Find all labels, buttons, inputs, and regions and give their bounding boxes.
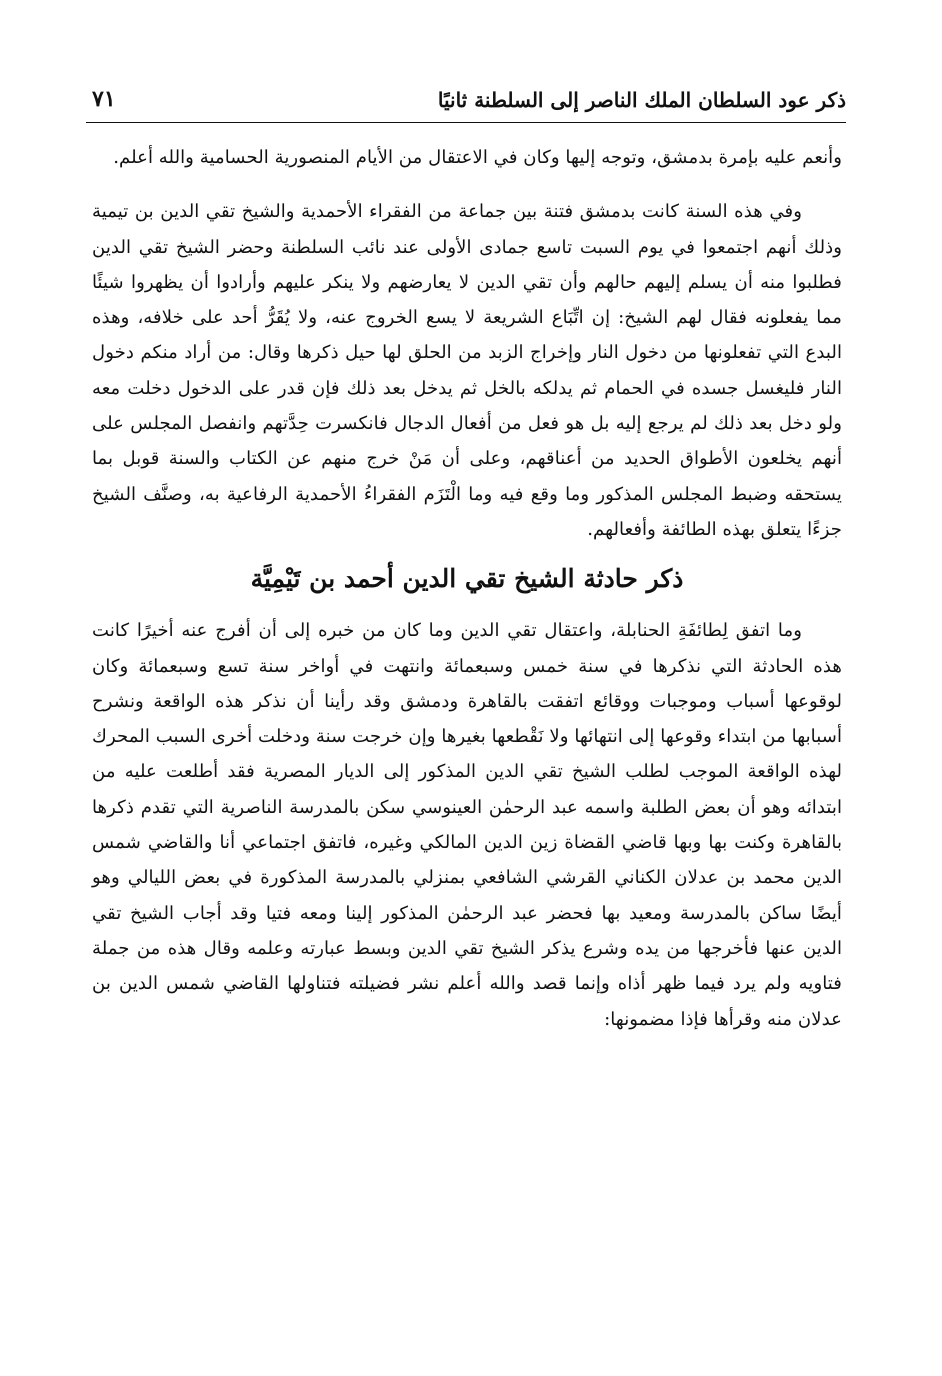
paragraph-1: وأنعم عليه بإمرة بدمشق، وتوجه إليها وكان في الاعتقال من الأيام المنصورية الحسامية والله أعلم. bbox=[113, 147, 842, 168]
section-heading: ذكر حادثة الشيخ تقي الدين أحمد بن تَيْمِيَّة bbox=[250, 564, 684, 594]
page-number: ٧١ bbox=[92, 86, 116, 112]
running-header bbox=[86, 82, 846, 123]
paragraph-3: وما اتفق لِطائفَةِ الحنابلة، واعتقال تقي الدين وما كان من خبره إلى أن أفرج عنه أخيرًا كانت هذه الحادثة التي نذكرها في سنة خمس وسبعمائة وانتهت في أواخر سنة تسع وسبعمائة وكان لوقوعها أسباب وموجبات ووقائع اتفقت بالقاهرة ودمشق وقد رأينا أن نذكر هذه الواقعة ونشرح أسبابها من ابتداء وقوعها إلى انتهائها ولا نَقْطعها بغيرها وإن خرجت سنة ودخلت أخرى السبب المحرك لهذه الواقعة الموجب لطلب الشيخ تقي الدين المذكور إلى الديار المصرية فقد أطلعت عليه من ابتدائه وهو أن بعض الطلبة واسمه عبد الرحمٰن العينوسي سكن بالمدرسة الناصرية التي تقدم ذكرها بالقاهرة وكنت بها وبها قاضي القضاة زين الدين المالكي وغيره، فاتفق اجتماعي أنا والقاضي شمس الدين محمد بن عدلان الكناني القرشي الشافعي بمنزلي بالمدرسة المذكورة في بعض الليالي وهو أيضًا ساكن بالمدرسة ومعيد بها فحضر عبد الرحمٰن المذكور إلينا ومعه فتيا وقد أجاب الشيخ تقي الدين عنها فأخرجها من يده وشرع يذكر الشيخ تقي الدين وبسط عبارته وعلمه وقال هذه من جملة فتاويه ولم يرد فيما ظهر أذاه وإنما قصد والله أعلم نشر فضيلته فتناولها القاضي شمس الدين بن عدلان منه وقرأها فإذا مضمونها: bbox=[92, 620, 842, 1030]
running-title: ذكر عود السلطان الملك الناصر إلى السلطنة ثانيًا bbox=[437, 88, 846, 112]
paragraph-2: وفي هذه السنة كانت بدمشق فتنة بين جماعة من الفقراء الأحمدية والشيخ تقي الدين بن تيمية وذلك أنهم اجتمعوا في يوم السبت تاسع جمادى الأولى عند نائب السلطنة وحضر الشيخ تقي الدين فطلبوا منه أن يسلم إليهم حالهم وأن تقي الدين لا يعارضهم ولا ينكر عليهم وأرادوا أن يظهروا شيئًا مما يفعلونه فقال لهم الشيخ: إن اتِّبَاع الشريعة لا يسع الخروج عنه، ولا يُقَرُّ أحد على خلافه، وهذه البدع التي تفعلونها من دخول النار وإخراج الزبد من الحلق لها حيل ذكرها وقال: من أراد منكم دخول النار فليغسل جسده في الحمام ثم يدلكه بالخل ثم يدخل بعد ذلك فإن قدر على الدخول دخلت معه ولو دخل بعد ذلك لم يرجع إليه بل هو فعل من أفعال الدجال فانكسرت حِدَّتهم وانفصل المجلس على أنهم يخلعون الأطواق الحديد من أعناقهم، وعلى أن مَنْ خرج منهم عن الكتاب والسنة قوبل بما يستحقه وضبط المجلس المذكور وما وقع فيه وما الْتَزَم الفقراءُ الأحمدية الرفاعية به، وصنَّف الشيخ جزءًا يتعلق بهذه الطائفة وأفعالهم. bbox=[92, 201, 842, 540]
main-text bbox=[92, 140, 842, 1037]
